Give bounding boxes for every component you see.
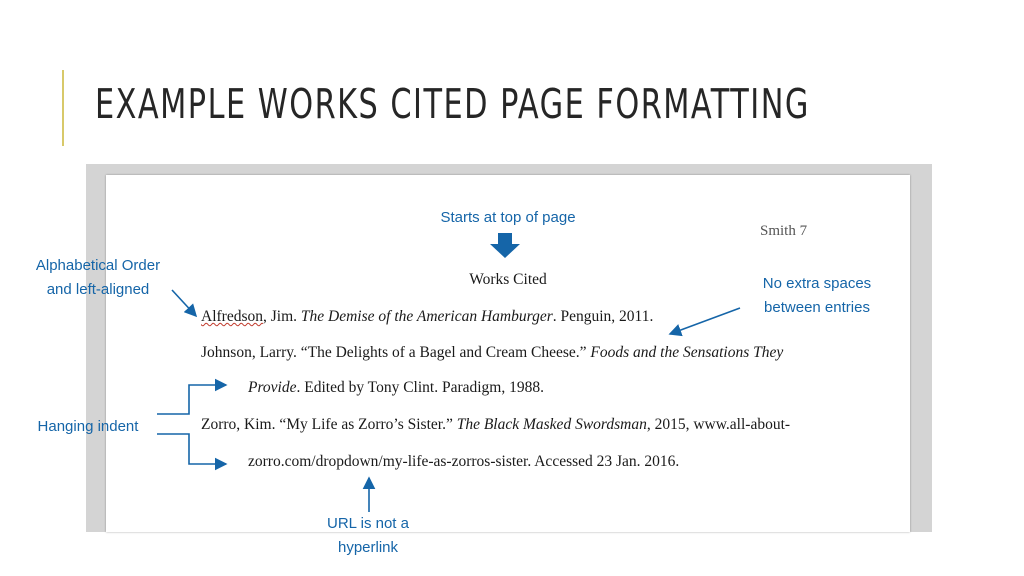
annotation-line: and left-aligned xyxy=(46,281,150,298)
annotation-line: hyperlink xyxy=(337,539,399,556)
annotation-line: Alphabetical Order xyxy=(35,257,161,274)
entry-title: Foods and the Sensations They xyxy=(590,344,784,361)
entry-text: . Edited by Tony Clint. Paradigm, 1988. xyxy=(296,379,544,396)
entry-title: Provide xyxy=(248,379,297,396)
page-header: Smith 7 xyxy=(760,223,808,239)
entry-title: The Demise of the American Hamburger xyxy=(300,308,553,325)
entry-title: The Black Masked Swordsman xyxy=(456,416,647,433)
hanging-arrow-lower xyxy=(157,434,226,464)
hanging-arrow-upper xyxy=(157,385,226,414)
entry-zorro-line2: zorro.com/dropdown/my-life-as-zorros-sister. Accessed 23 Jan. 2016. xyxy=(248,453,680,470)
annotation-top-of-page: Starts at top of page xyxy=(440,209,576,226)
alpha-arrow xyxy=(172,290,196,316)
entry-text: , Jim. xyxy=(263,308,301,325)
down-arrow-icon xyxy=(490,233,520,258)
annotation-hanging-indent: Hanging indent xyxy=(37,418,139,435)
entry-text: . Penguin, 2011. xyxy=(552,308,654,325)
entry-text: Zorro, Kim. “My Life as Zorro’s Sister.” xyxy=(201,416,457,433)
slide-title: EXAMPLE WORKS CITED PAGE FORMATTING xyxy=(95,80,810,128)
annotation-line: No extra spaces xyxy=(762,275,872,292)
works-cited-heading: Works Cited xyxy=(469,271,547,288)
no-spaces-arrow xyxy=(670,308,740,334)
entry-text: Johnson, Larry. “The Delights of a Bagel and Cream Cheese.” xyxy=(201,344,591,361)
annotation-line: URL is not a xyxy=(327,515,409,532)
annotation-line: between entries xyxy=(764,299,870,316)
entry-text: , 2015, www.all-about- xyxy=(646,416,791,433)
entry-author: Alfredson xyxy=(201,308,263,325)
